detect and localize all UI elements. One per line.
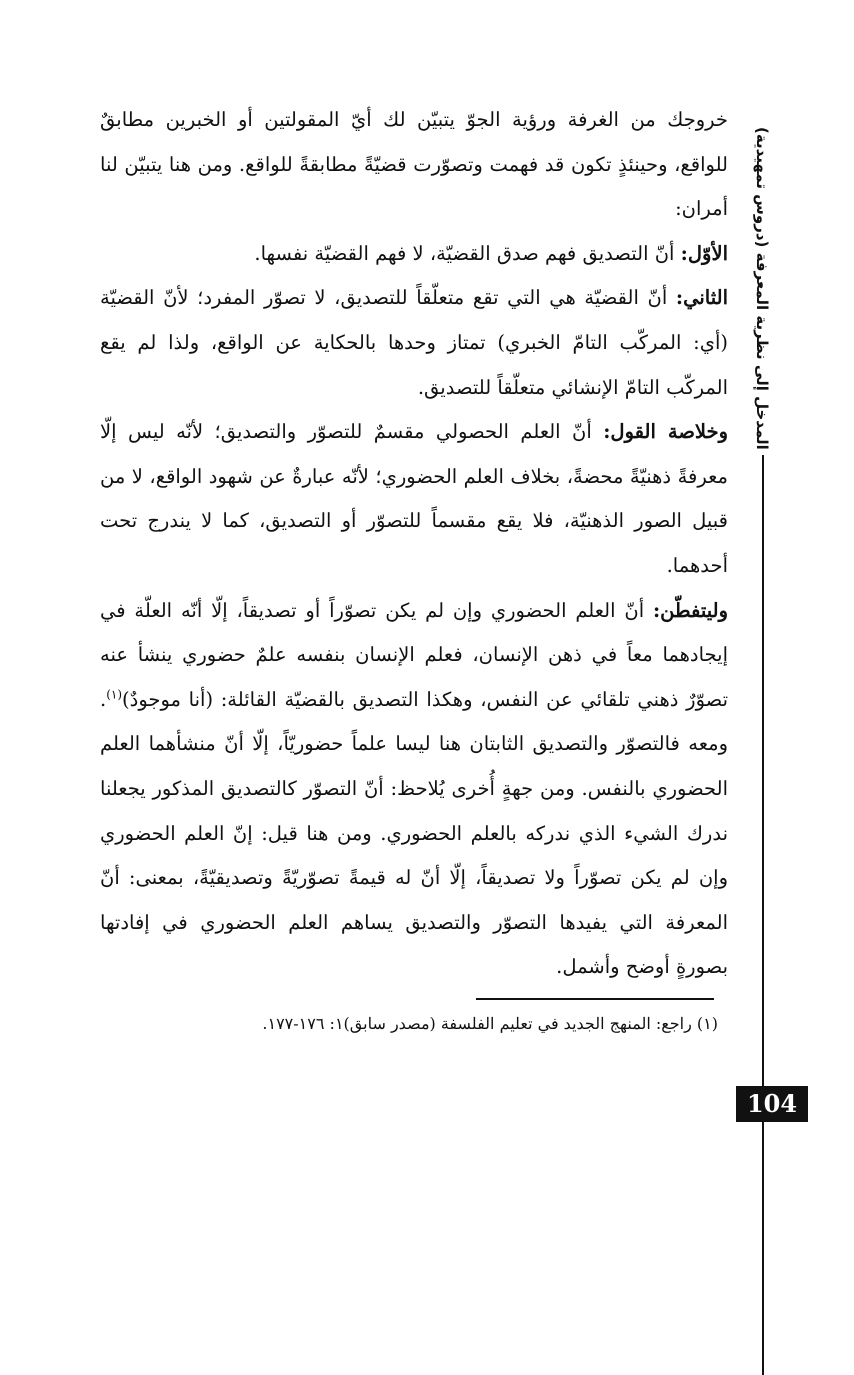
footnote-divider — [476, 998, 714, 1000]
body-text — [100, 98, 728, 990]
paragraph-4 — [100, 410, 728, 588]
paragraph-3-lead: الثاني: — [675, 286, 728, 310]
paragraph-4-text: أنّ العلم الحصولي مقسمٌ للتصوّر والتصديق؛ لأنّه ليس إلّا معرفةً ذهنيّةً محضةً، بخلاف العلم الحضوري؛ لأنّه عبارةٌ عن شهود الواقع، لا من قبيل الصور الذهنيّة، فلا يقع مقسماً للتصوّر أو التصديق، كما لا يندرج تحت أحدهما. — [100, 420, 728, 577]
page-number: 104 — [736, 1086, 808, 1122]
paragraph-4-lead: وخلاصة القول: — [603, 420, 729, 444]
paragraph-2 — [100, 232, 728, 277]
paragraph-2-text: أنّ التصديق فهم صدق القضيّة، لا فهم القضيّة نفسها. — [254, 241, 681, 265]
paragraph-1-text: خروجك من الغرفة ورؤية الجوّ يتبيّن لك أيّ المقولتين أو الخبرين مطابقٌ للواقع، وحينئذٍ تكون قد فهمت وتصوّرت قضيّةً مطابقةً للواقع. ومن هنا يتبيّن لنا أمران: — [100, 108, 728, 221]
paragraph-5-text: أنّ العلم الحضوري وإن لم يكن تصوّراً أو تصديقاً، إلّا أنّه العلّة في إيجادهما معاً في ذهن الإنسان، فعلم الإنسان بنفسه علمٌ حضوري ينشأ عنه تصوّرٌ ذهني تلقائي عن النفس، وهكذا التصديق بالقضيّة القائلة: (أنا موجودٌ) — [100, 598, 728, 711]
paragraph-5-lead: وليتفطّن: — [652, 598, 728, 622]
footnote: (١) راجع: المنهج الجديد في تعليم الفلسفة (مصدر سابق)١: ١٧٦-١٧٧. — [262, 1014, 718, 1033]
paragraph-5-continued: . ومعه فالتصوّر والتصديق الثابتان هنا ليسا علماً حضوريّاً، إلّا أنّ منشأهما العلم الحضوري بالنفس. ومن جهةٍ أُخرى يُلاحظ: أنّ التصوّر كالتصديق المذكور يجعلنا ندرك الشيء الذي ندركه بالعلم الحضوري. ومن هنا قيل: إنّ العلم الحضوري وإن لم يكن تصوّراً ولا تصديقاً، إلّا أنّ له قيمةً تصوّريّةً وتصديقيّةً، بمعنى: أنّ المعرفة التي يفيدها التصوّر والتصديق يساهم العلم الحضوري في إفادتها بصورةٍ أوضح وأشمل. — [100, 687, 728, 979]
paragraph-1 — [100, 98, 728, 232]
paragraph-5 — [100, 589, 728, 990]
paragraph-3-text: أنّ القضيّة هي التي تقع متعلّقاً للتصديق، لا تصوّر المفرد؛ لأنّ القضيّة (أي: المركّب التامّ الخبري) تمتاز وحدها بالحكاية عن الواقع، ولذا لم يقع المركّب التامّ الإنشائي متعلّقاً للتصديق. — [100, 286, 728, 399]
margin-rule — [762, 455, 764, 1375]
paragraph-3 — [100, 276, 728, 410]
footnote-marker[interactable]: (١) — [106, 687, 123, 702]
paragraph-2-lead: الأوّل: — [680, 241, 728, 265]
running-head: المدخل إلى نظرية المعرفة (دروس تمهيدية) — [753, 127, 771, 450]
